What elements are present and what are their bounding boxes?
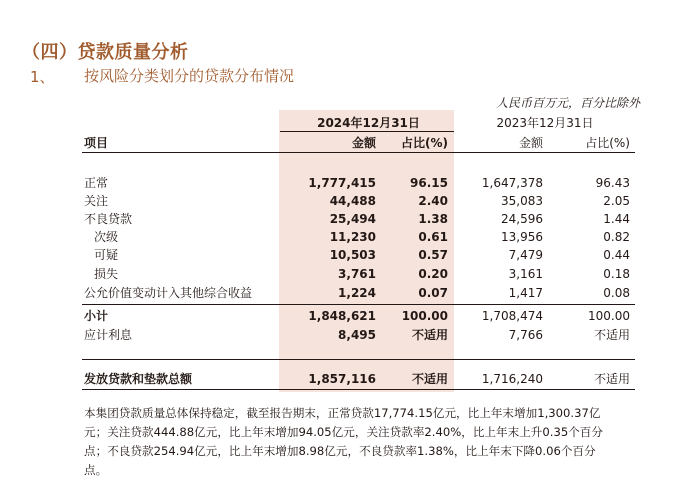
row-label: 可疑 — [94, 248, 119, 262]
ratio-2023-cell: 100.00 — [588, 309, 630, 323]
period-2023-header: 2023年12月31日 — [496, 116, 594, 130]
ratio-2023-cell: 2.05 — [603, 194, 630, 208]
unit-note: 人民币百万元，百分比除外 — [495, 96, 640, 110]
period-2024-underline — [280, 131, 454, 132]
subtotal-rule — [82, 304, 635, 305]
amount-2024-cell: 25,494 — [329, 212, 376, 226]
ratio-2023-cell: 0.08 — [603, 286, 630, 300]
amount-2023-cell: 1,716,240 — [481, 372, 543, 386]
row-label: 公允价值变动计入其他综合收益 — [84, 286, 253, 300]
note-line: 元；关注贷款444.88亿元，比上年末增加94.05亿元，关注贷款率2.40%，比上年末上升0.35个百分 — [84, 425, 603, 439]
ratio-2024-cell: 0.20 — [418, 267, 448, 281]
amount-2023-cell: 13,956 — [501, 230, 543, 244]
amount-2024-cell: 1,777,415 — [308, 176, 376, 190]
amount-2024-cell: 3,761 — [338, 267, 376, 281]
row-label: 应计利息 — [84, 328, 133, 342]
note-line: 点；不良贷款254.94亿元，比上年末增加8.98亿元，不良贷款率1.38%，比上年末下降0.06个百分 — [84, 444, 596, 458]
subsection-number: 1、 — [30, 68, 55, 86]
row-label: 正常 — [84, 176, 109, 190]
ratio-2024-cell: 0.61 — [418, 230, 448, 244]
amount-2023-cell: 7,766 — [508, 328, 543, 342]
row-label: 发放贷款和垫款总额 — [84, 372, 193, 386]
bottom-rule — [82, 389, 635, 390]
amount-2023-cell: 3,161 — [508, 267, 543, 281]
ratio-2023-cell: 0.82 — [603, 230, 630, 244]
ratio-2024-cell: 100.00 — [401, 309, 448, 323]
note-line: 点。 — [84, 463, 108, 477]
total-rule — [82, 359, 635, 360]
ratio-2023-cell: 96.43 — [595, 176, 630, 190]
amount-2023-cell: 24,596 — [501, 212, 543, 226]
amount-2023-cell: 1,708,474 — [481, 309, 543, 323]
ratio-2023-cell: 0.44 — [603, 248, 630, 262]
ratio-2023-cell: 不适用 — [593, 372, 630, 386]
subsection-title: 按风险分类划分的贷款分布情况 — [84, 67, 295, 85]
row-label: 损失 — [94, 267, 119, 281]
period-2024-header: 2024年12月31日 — [317, 116, 420, 130]
row-label: 关注 — [84, 194, 109, 208]
ratio-2024-cell: 2.40 — [418, 194, 448, 208]
amount-2024-cell: 1,224 — [338, 286, 376, 300]
section-title: （四）贷款质量分析 — [22, 42, 189, 63]
amount-2024-cell: 44,488 — [329, 194, 376, 208]
amount-2024-cell: 10,503 — [329, 248, 376, 262]
amount-2024-cell: 1,857,116 — [308, 372, 376, 386]
row-label: 小计 — [84, 309, 109, 323]
amount-2023-header: 金额 — [518, 136, 543, 150]
ratio-2023-cell: 1.44 — [603, 212, 630, 226]
amount-2023-cell: 1,417 — [508, 286, 543, 300]
note-line: 本集团贷款质量总体保持稳定，截至报告期末，正常贷款17,774.15亿元，比上年末增加1,300.37亿 — [84, 406, 601, 420]
ratio-2023-cell: 不适用 — [593, 328, 630, 342]
ratio-2024-cell: 0.57 — [418, 248, 448, 262]
amount-2024-header: 金额 — [351, 136, 376, 150]
row-label: 次级 — [94, 230, 119, 244]
ratio-2024-header: 占比(%) — [401, 136, 448, 150]
ratio-2024-cell: 96.15 — [410, 176, 448, 190]
amount-2024-cell: 11,230 — [329, 230, 376, 244]
amount-2024-cell: 8,495 — [338, 328, 376, 342]
amount-2023-cell: 35,083 — [501, 194, 543, 208]
ratio-2024-cell: 不适用 — [411, 328, 448, 342]
item-header: 项目 — [84, 136, 109, 150]
amount-2023-cell: 7,479 — [508, 248, 543, 262]
amount-2023-cell: 1,647,378 — [481, 176, 543, 190]
ratio-2024-cell: 1.38 — [418, 212, 448, 226]
ratio-2024-cell: 不适用 — [411, 372, 448, 386]
commentary-paragraph — [84, 404, 644, 480]
ratio-2024-cell: 0.07 — [418, 286, 448, 300]
row-label: 不良贷款 — [84, 212, 133, 226]
ratio-2023-header: 占比(%) — [585, 136, 630, 150]
amount-2024-cell: 1,848,621 — [308, 309, 376, 323]
header-rule — [82, 152, 635, 153]
ratio-2023-cell: 0.18 — [603, 267, 630, 281]
